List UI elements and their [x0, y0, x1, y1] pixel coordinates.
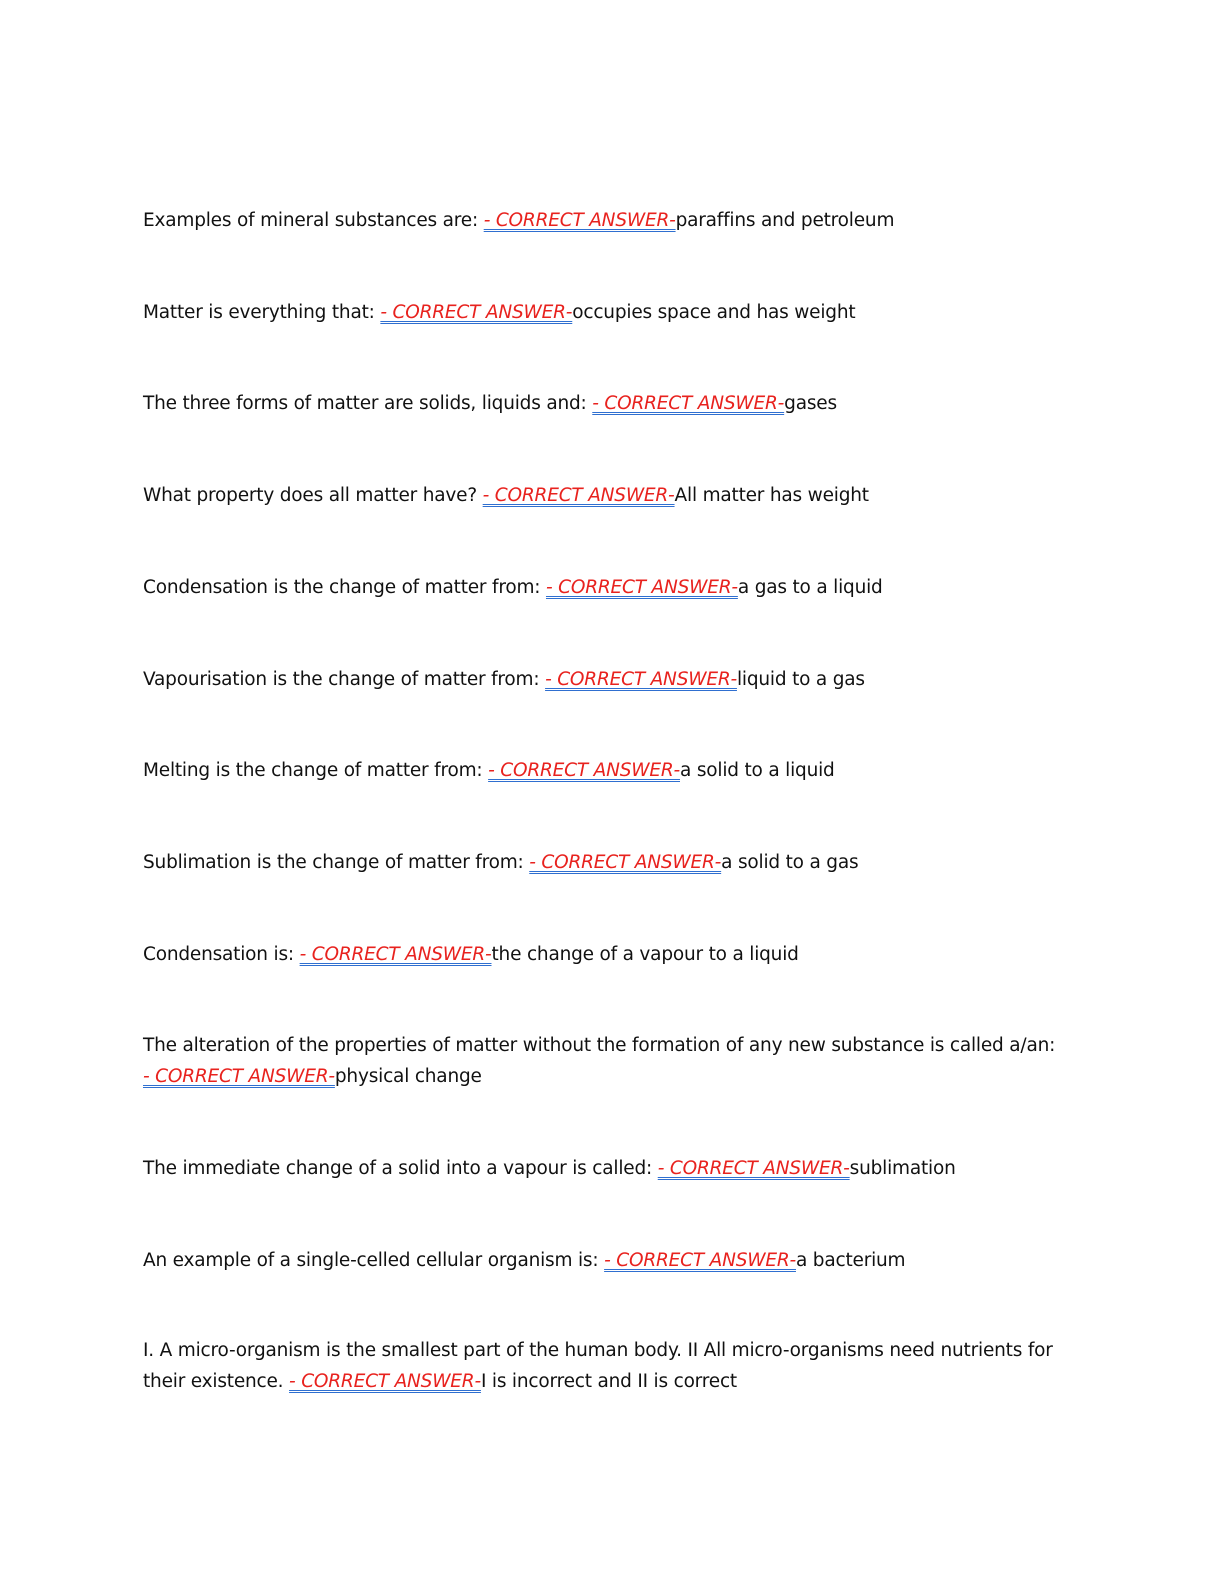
- correct-answer-tag: - CORRECT ANSWER-: [529, 851, 722, 873]
- question-text: Examples of mineral substances are:: [143, 209, 484, 231]
- correct-answer-tag: - CORRECT ANSWER-: [488, 759, 680, 781]
- question-text: Melting is the change of matter from:: [143, 759, 489, 781]
- correct-answer-tag: - CORRECT ANSWER-: [657, 1157, 850, 1179]
- answer-text: sublimation: [849, 1157, 956, 1179]
- qa-item: [143, 388, 1063, 419]
- correct-answer-tag: - CORRECT ANSWER-: [299, 943, 492, 965]
- question-text: The three forms of matter are solids, liquids and:: [143, 392, 593, 414]
- qa-item: [143, 1245, 1063, 1276]
- qa-item: [143, 297, 1063, 328]
- qa-item: [143, 1153, 1063, 1184]
- qa-item: [143, 847, 1063, 878]
- answer-text: paraffins and petroleum: [675, 209, 895, 231]
- answer-text: a solid to a liquid: [680, 759, 835, 781]
- qa-item: [143, 205, 1063, 236]
- qa-item: [143, 664, 1063, 695]
- answer-text: the change of a vapour to a liquid: [491, 943, 799, 965]
- qa-item: [143, 1335, 1063, 1397]
- qa-item: [143, 1030, 1063, 1092]
- correct-answer-tag: - CORRECT ANSWER-: [604, 1249, 796, 1271]
- correct-answer-tag: - CORRECT ANSWER-: [483, 209, 676, 231]
- answer-text: a solid to a gas: [721, 851, 859, 873]
- answer-text: a gas to a liquid: [737, 576, 883, 598]
- answer-text: gases: [784, 392, 837, 414]
- qa-item: [143, 939, 1063, 970]
- answer-text: liquid to a gas: [736, 668, 865, 690]
- correct-answer-tag: - CORRECT ANSWER-: [545, 668, 737, 690]
- question-text: The alteration of the properties of matter without the formation of any new substance is called a/an:: [143, 1034, 1056, 1056]
- correct-answer-tag: - CORRECT ANSWER-: [289, 1370, 481, 1392]
- question-text: I. A micro-organism is the smallest part of the human body. II All micro-organisms need nutrients for their existence.: [143, 1339, 1053, 1392]
- question-text: What property does all matter have?: [143, 484, 483, 506]
- question-text: Vapourisation is the change of matter from:: [143, 668, 546, 690]
- question-text: Sublimation is the change of matter from:: [143, 851, 530, 873]
- answer-text: physical change: [334, 1065, 482, 1087]
- correct-answer-tag: - CORRECT ANSWER-: [482, 484, 675, 506]
- qa-item: [143, 572, 1063, 603]
- answer-text: occupies space and has weight: [572, 301, 856, 323]
- answer-text: All matter has weight: [674, 484, 869, 506]
- question-text: Condensation is the change of matter from:: [143, 576, 546, 598]
- question-text: An example of a single-celled cellular organism is:: [143, 1249, 605, 1271]
- correct-answer-tag: - CORRECT ANSWER-: [380, 301, 573, 323]
- answer-text: I is incorrect and II is correct: [480, 1370, 737, 1392]
- question-text: Condensation is:: [143, 943, 300, 965]
- correct-answer-tag: - CORRECT ANSWER-: [143, 1065, 335, 1087]
- question-text: The immediate change of a solid into a vapour is called:: [143, 1157, 658, 1179]
- question-text: Matter is everything that:: [143, 301, 381, 323]
- qa-item: [143, 755, 1063, 786]
- correct-answer-tag: - CORRECT ANSWER-: [592, 392, 785, 414]
- answer-text: a bacterium: [795, 1249, 906, 1271]
- qa-item: [143, 480, 1063, 511]
- correct-answer-tag: - CORRECT ANSWER-: [545, 576, 738, 598]
